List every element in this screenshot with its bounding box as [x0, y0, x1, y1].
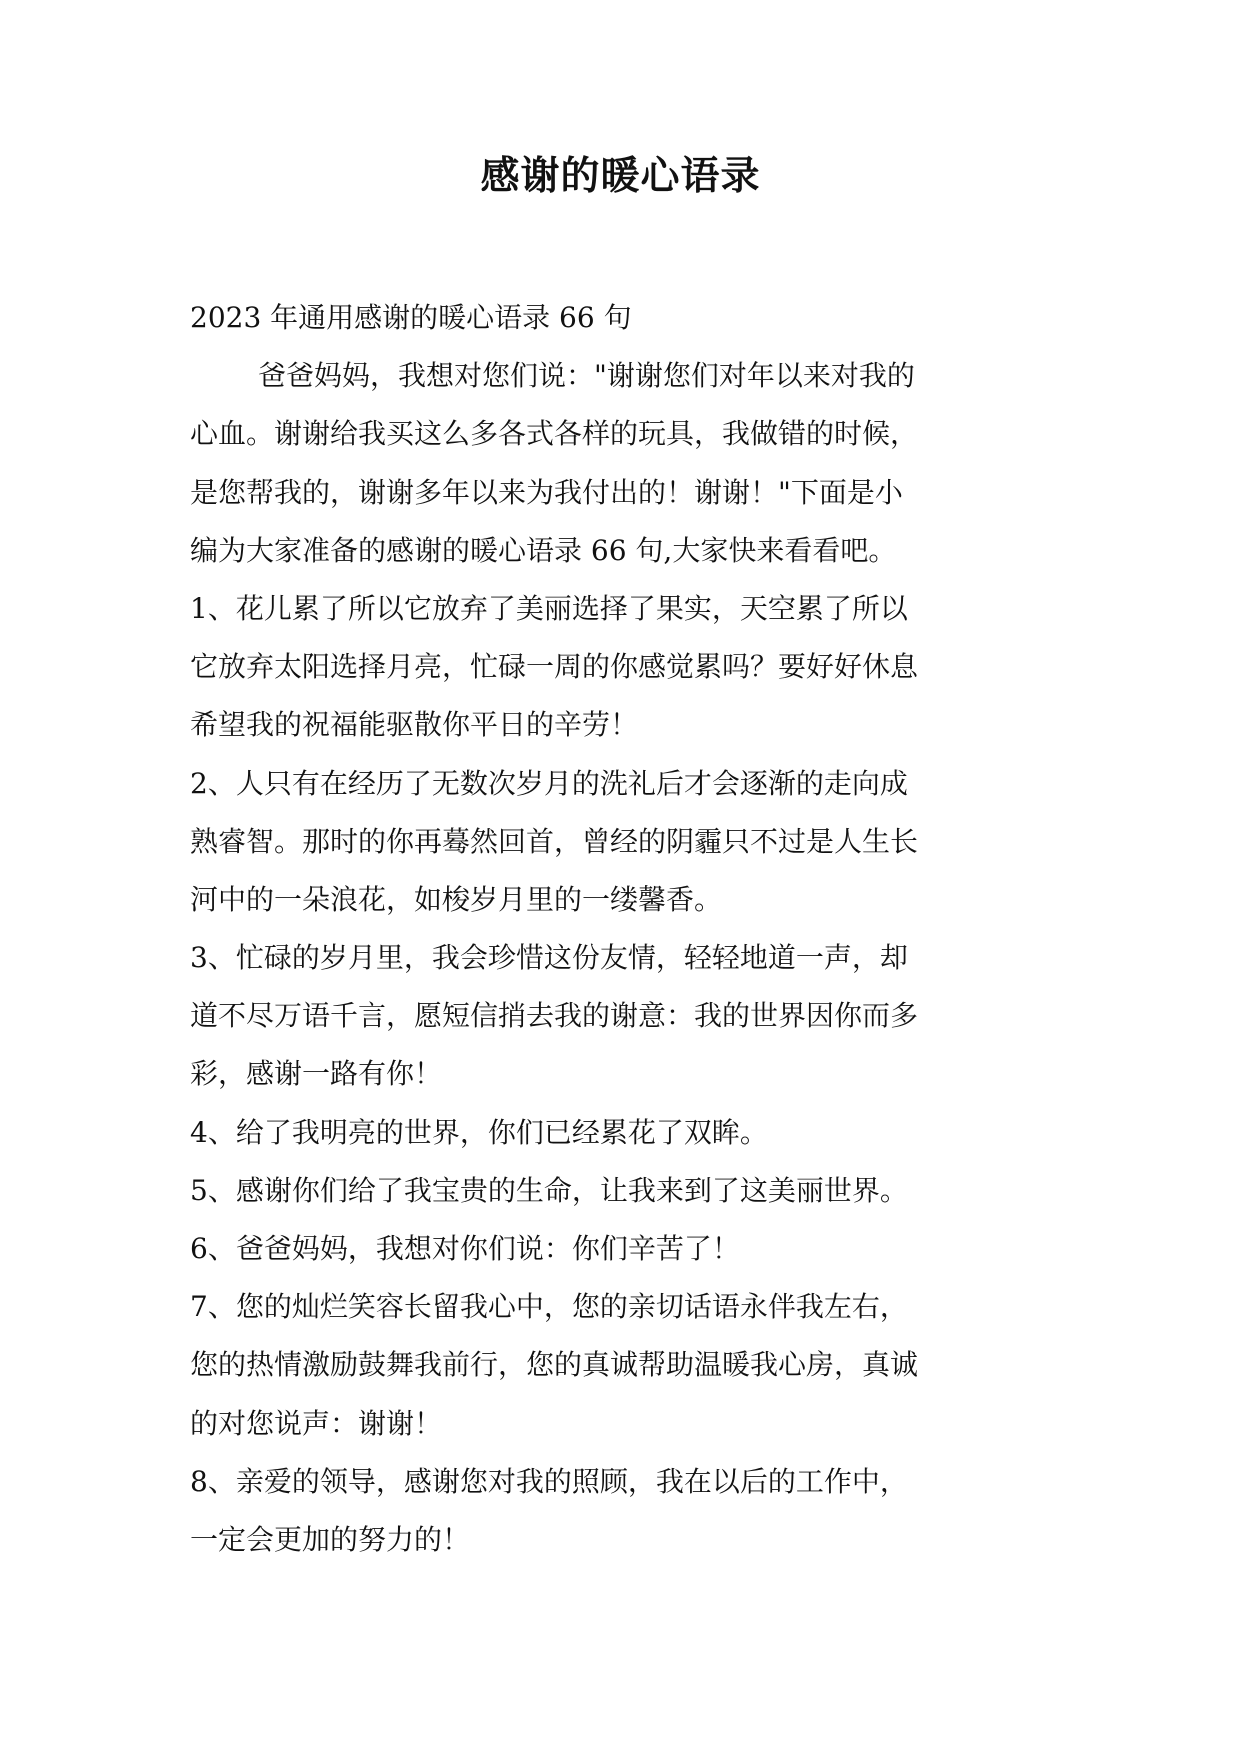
quote-line: 2、人只有在经历了无数次岁月的洗礼后才会逐渐的走向成 — [190, 766, 908, 800]
quote-line: 道不尽万语千言，愿短信捎去我的谢意：我的世界因你而多 — [190, 999, 919, 1033]
document-title: 感谢的暖心语录 — [480, 154, 761, 199]
intro-line: 编为大家准备的感谢的暖心语录 66 句,大家快来看看吧。 — [190, 533, 897, 567]
quote-line: 3、忙碌的岁月里，我会珍惜这份友情，轻轻地道一声，却 — [190, 941, 908, 975]
intro-line: 心血。谢谢给我买这么多各式各样的玩具，我做错的时候， — [190, 417, 919, 451]
quote-line: 5、感谢你们给了我宝贵的生命，让我来到了这美丽世界。 — [190, 1173, 908, 1207]
quote-line: 7、您的灿烂笑容长留我心中，您的亲切话语永伴我左右， — [190, 1290, 908, 1324]
intro-line: 是您帮我的，谢谢多年以来为我付出的！谢谢！"下面是小 — [190, 475, 903, 509]
quote-line: 它放弃太阳选择月亮，忙碌一周的你感觉累吗？要好好休息 — [190, 650, 919, 684]
quote-line: 一定会更加的努力的！ — [190, 1522, 471, 1556]
quote-line: 1、花儿累了所以它放弃了美丽选择了果实，天空累了所以 — [190, 591, 908, 625]
quote-line: 4、给了我明亮的世界，你们已经累花了双眸。 — [190, 1115, 768, 1149]
quote-line: 熟睿智。那时的你再蓦然回首，曾经的阴霾只不过是人生长 — [190, 824, 919, 858]
intro-line: 爸爸妈妈，我想对您们说："谢谢您们对年以来对我的 — [258, 359, 915, 393]
quote-line: 6、爸爸妈妈，我想对你们说：你们辛苦了！ — [190, 1232, 740, 1265]
subtitle-line: 2023 年通用感谢的暖心语录 66 句 — [190, 301, 632, 334]
quote-line: 河中的一朵浪花，如梭岁月里的一缕馨香。 — [190, 882, 723, 916]
quote-line: 彩，感谢一路有你！ — [190, 1057, 443, 1091]
quote-line: 您的热情激励鼓舞我前行，您的真诚帮助温暖我心房，真诚 — [190, 1348, 919, 1382]
quote-line: 的对您说声：谢谢！ — [190, 1406, 443, 1440]
quote-line: 希望我的祝福能驱散你平日的辛劳！ — [190, 708, 639, 742]
quote-line: 8、亲爱的领导，感谢您对我的照顾，我在以后的工作中， — [190, 1464, 908, 1498]
document-body — [190, 289, 1070, 1569]
